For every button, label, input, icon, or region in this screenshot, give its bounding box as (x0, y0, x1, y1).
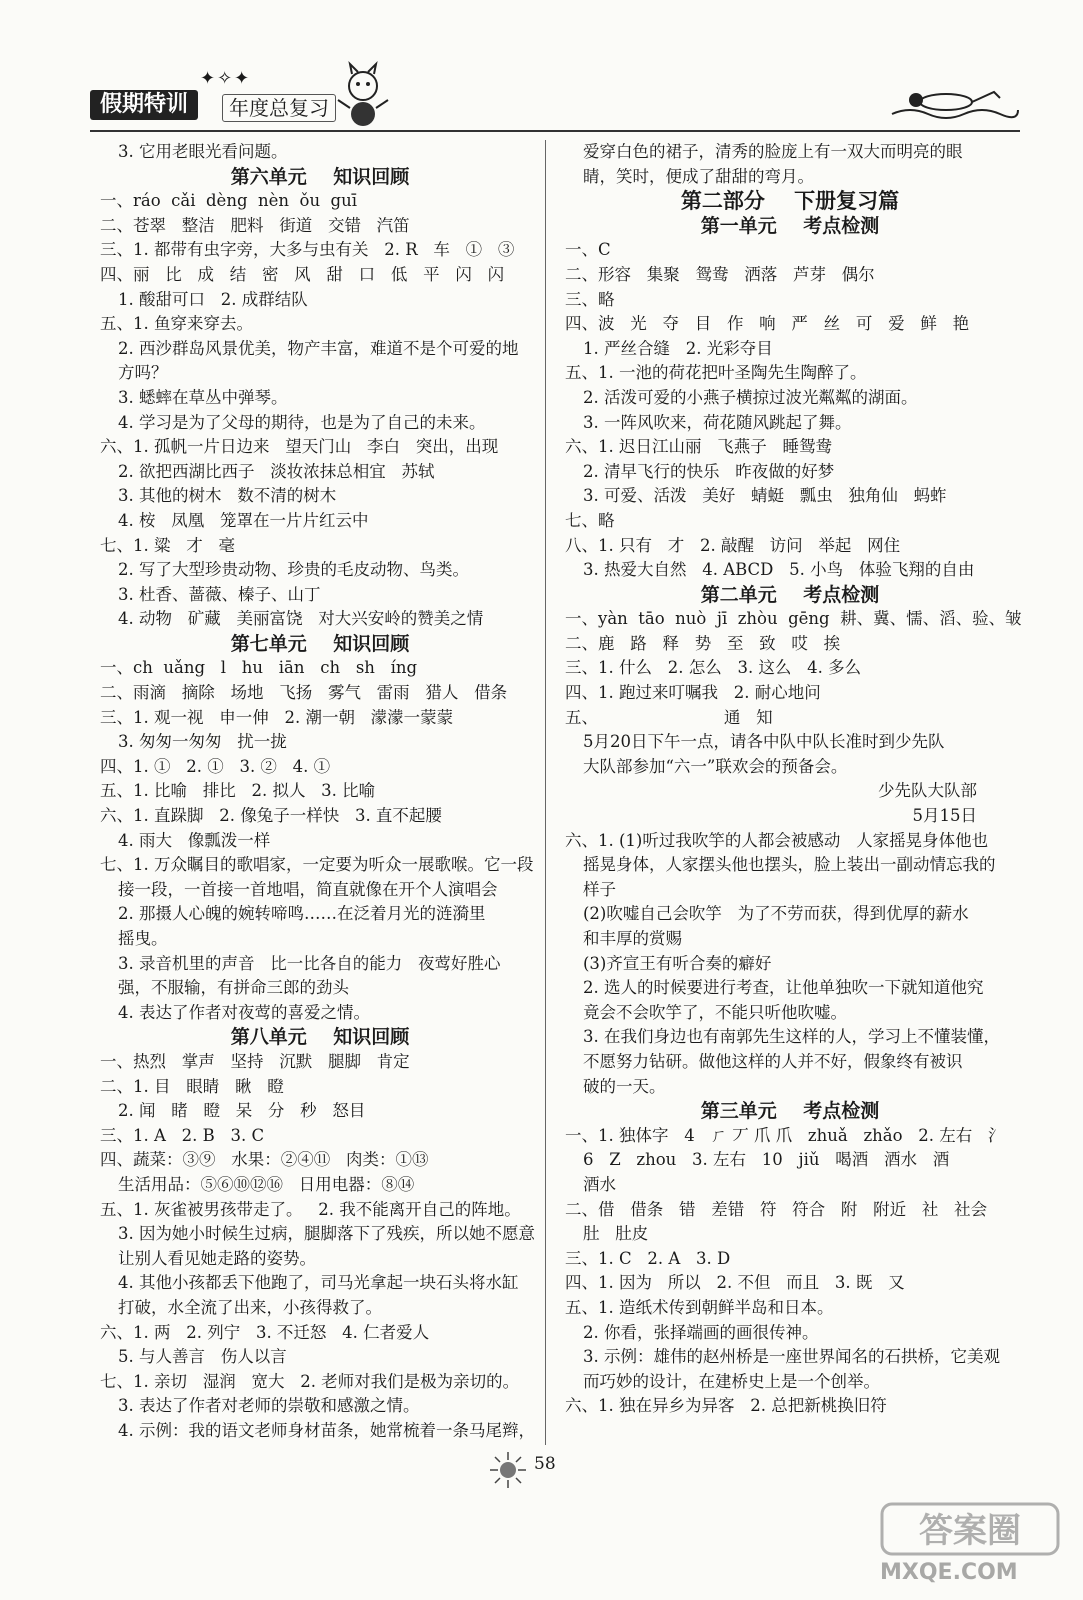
right-answer-line: 二、鹿 路 释 势 至 致 哎 挨 (565, 633, 841, 653)
section-heading: 第六单元 知识回顾 (230, 165, 410, 188)
right-column (565, 140, 1022, 1419)
right-answer-line: 2. 清早飞行的快乐 昨夜做的好梦 (583, 461, 835, 481)
left-answer-line: 4. 学习是为了父母的期待，也是为了自己的未来。 (118, 412, 486, 432)
left-answer-line: 4. 表达了作者对夜莺的喜爱之情。 (118, 1002, 370, 1022)
header-rule (90, 130, 1020, 132)
left-answer-line: 一、ch uǎng l hu iān ch sh íng (100, 658, 418, 678)
right-answer-line: 五、1. 造纸术传到朝鲜半岛和日本。 (565, 1297, 834, 1317)
section-heading: 第八单元 知识回顾 (230, 1026, 410, 1049)
right-answer-line: 一、1. 独体字 4 ㄏ 丆 爪 爪 zhuǎ zhǎo 2. 左右 氵 (565, 1125, 1005, 1145)
left-answer-line: 方吗？ (118, 363, 168, 383)
right-answer-line: 3. 一阵风吹来，荷花随风跳起了舞。 (583, 412, 852, 432)
right-answer-line: 三、1. C 2. A 3. D (565, 1248, 731, 1268)
left-answer-line: 5. 与人善言 伤人以言 (118, 1347, 287, 1367)
section-heading: 第七单元 知识回顾 (230, 632, 410, 655)
right-answer-line: 六、1. (1)听过我吹竽的人都会被感动 人家摇晃身体他也 (565, 830, 989, 850)
right-answer-line: 五、 通 知 (565, 707, 773, 727)
right-answer-line: 5月20日下午一点，请各中队中队长准时到少先队 (583, 732, 945, 752)
right-answer-line: 八、1. 只有 才 2. 敲醒 访问 举起 网住 (565, 535, 901, 555)
star-decoration-icon: ✦✧✦ (200, 68, 252, 89)
cat-mascot-icon (328, 60, 398, 130)
right-answer-line: 1. 严丝合缝 2. 光彩夺目 (583, 338, 773, 358)
left-answer-line: 六、1. 两 2. 列宁 3. 不迁怒 4. 仁者爱人 (100, 1322, 430, 1342)
right-answer-line: 三、1. 什么 2. 怎么 3. 这么 4. 多么 (565, 658, 862, 678)
left-answer-line: 生活用品：⑤⑥⑩⑫⑯ 日用电器：⑧⑭ (118, 1174, 415, 1194)
right-answer-line: 二、借 借条 错 差错 符 符合 附 附近 社 社会 (565, 1199, 988, 1219)
right-answer-line: 大队部参加“六一”联欢会的预备会。 (583, 756, 848, 776)
swimmer-icon (890, 84, 1020, 124)
section-heading: 第一单元 考点检测 (700, 214, 880, 237)
section-heading: 第二部分 下册复习篇 (680, 189, 900, 214)
left-answer-line: 二、雨滴 摘除 场地 飞扬 雾气 雷雨 猎人 借条 (100, 683, 508, 703)
right-answer-line: 五、1. 一池的荷花把叶圣陶先生陶醉了。 (565, 363, 867, 383)
right-answer-line: 一、yàn tāo nuò jī zhòu gēng 耕、冀、懦、滔、验、皱 (565, 609, 1022, 629)
left-answer-line: 七、1. 万众瞩目的歌唱家，一定要为听众一展歌喉。它一段 (100, 855, 534, 875)
watermark-logo-text: 答案圈 (919, 1511, 1021, 1551)
left-answer-line: 3. 表达了作者对老师的崇敬和感激之情。 (118, 1396, 420, 1416)
right-answer-line: 而巧妙的设计，在建桥史上是一个创举。 (583, 1371, 880, 1391)
right-answer-line: 二、形容 集聚 鸳鸯 洒落 芦芽 偶尔 (565, 264, 875, 284)
left-answer-line: 三、1. 都带有虫字旁，大多与虫有关 2. R 车 ① ③ (100, 240, 515, 260)
sunflower-icon (486, 1450, 530, 1490)
right-answer-line: 少先队大队部 (878, 781, 977, 801)
left-answer-line: 一、ráo cǎi dèng nèn ǒu guī (100, 191, 358, 211)
right-answer-line: 2. 你看，张择端画的画很传神。 (583, 1322, 819, 1342)
page-footer (486, 1450, 596, 1490)
page-header (90, 60, 1020, 132)
right-answer-line: 和丰厚的赏赐 (583, 929, 682, 948)
left-answer-line: 3. 其他的树木 数不清的树木 (118, 486, 337, 506)
left-answer-line: 1. 酸甜可口 2. 成群结队 (118, 289, 308, 309)
brand-subtitle: 年度总复习 (222, 94, 336, 122)
page-number: 58 (534, 1454, 556, 1474)
left-answer-line: 3. 因为她小时候生过病，腿脚落下了残疾，所以她不愿意 (118, 1224, 535, 1244)
left-answer-line: 二、苍翠 整洁 肥料 街道 交错 汽笛 (100, 215, 410, 235)
left-answer-line: 2. 闻 睹 瞪 呆 分 秒 怒目 (118, 1101, 366, 1121)
right-answer-line: 七、略 (565, 510, 615, 530)
left-answer-line: 二、1. 目 眼睛 瞅 瞪 (100, 1076, 284, 1096)
left-answer-line: 4. 桉 凤凰 笼罩在一片片红云中 (118, 510, 369, 530)
right-answer-line: 竟会不会吹竽了，不能只听他吹嘘。 (583, 1002, 847, 1022)
left-answer-line: 七、1. 亲切 湿润 宽大 2. 老师对我们是极为亲切的。 (100, 1371, 520, 1391)
left-answer-line: 一、热烈 掌声 坚持 沉默 腿脚 肯定 (100, 1051, 410, 1071)
left-answer-line: 五、1. 灰雀被男孩带走了。 2. 我不能离开自己的阵地。 (100, 1199, 521, 1219)
right-answer-line: 3. 热爱大自然 4. ABCD 5. 小鸟 体验飞翔的自由 (583, 560, 975, 580)
right-answer-line: 六、1. 迟日江山丽 飞燕子 睡鸳鸯 (565, 437, 832, 457)
right-answer-line: 六、1. 独在异乡为异客 2. 总把新桃换旧符 (565, 1396, 887, 1416)
right-answer-line: 破的一天。 (583, 1076, 666, 1096)
left-answer-line: 五、1. 比喻 排比 2. 拟人 3. 比喻 (100, 781, 376, 801)
right-answer-line: 3. 示例：雄伟的赵州桥是一座世界闻名的石拱桥，它美观 (583, 1347, 1000, 1367)
right-answer-line: 5月15日 (912, 806, 977, 826)
left-answer-line: 四、1. ① 2. ① 3. ② 4. ① (100, 756, 331, 776)
right-answer-line: 爱穿白色的裙子，清秀的脸庞上有一双大而明亮的眼 (583, 142, 963, 161)
left-answer-line: 4. 动物 矿藏 美丽富饶 对大兴安岭的赞美之情 (118, 609, 484, 629)
left-answer-line: 3. 它用老眼光看问题。 (118, 142, 288, 161)
left-answer-line: 摇曳。 (118, 929, 168, 948)
left-answer-line: 4. 其他小孩都丢下他跑了，司马光拿起一块石头将水缸 (118, 1273, 519, 1293)
right-answer-line: 3. 在我们身边也有南郭先生这样的人，学习上不懂装懂， (583, 1027, 1000, 1047)
right-answer-line: 睛，笑时，便成了甜甜的弯月。 (583, 166, 814, 186)
right-answer-line: 三、略 (565, 289, 615, 309)
right-answer-line: 摇晃身体，人家摆头他也摆头，脸上装出一副动情忘我的 (583, 855, 996, 875)
left-answer-line: 六、1. 孤帆一片日边来 望天门山 李白 突出，出现 (100, 437, 499, 457)
brand-title: 假期特训 (90, 90, 198, 120)
left-answer-line: 接一段，一首接一首地唱，简直就像在开个人演唱会 (118, 879, 498, 899)
section-heading: 第三单元 考点检测 (700, 1100, 880, 1123)
left-answer-line: 2. 那摄人心魄的婉转啼鸣……在泛着月光的涟漪里 (118, 904, 486, 924)
right-answer-line: 肚 肚皮 (583, 1224, 649, 1244)
left-answer-line: 2. 欲把西湖比西子 淡妆浓抹总相宜 苏轼 (118, 461, 435, 481)
right-answer-line: 2. 活泼可爱的小燕子横掠过波光粼粼的湖面。 (583, 387, 918, 407)
left-answer-line: 2. 写了大型珍贵动物、珍贵的毛皮动物、鸟类。 (118, 560, 469, 580)
left-answer-line: 四、丽 比 成 结 密 风 甜 口 低 平 闪 闪 (100, 264, 505, 284)
section-heading: 第二单元 考点检测 (700, 583, 880, 606)
column-divider (545, 140, 546, 1445)
left-answer-line: 3. 杜香、蔷薇、榛子、山丁 (118, 584, 321, 604)
left-answer-line: 4. 示例：我的语文老师身材苗条，她常梳着一条马尾辫， (118, 1420, 535, 1440)
watermark-logo-icon (880, 1500, 1060, 1558)
site-watermark (880, 1500, 1070, 1595)
right-answer-line: 酒水 (583, 1174, 616, 1194)
watermark-text: MXQE.COM (880, 1560, 1018, 1585)
right-answer-line: 不愿努力钻研。做他这样的人并不好，假象终有被识 (583, 1051, 963, 1071)
left-answer-line: 五、1. 鱼穿来穿去。 (100, 314, 253, 334)
right-answer-line: 四、1. 因为 所以 2. 不但 而且 3. 既 又 (565, 1273, 905, 1293)
left-answer-line: 七、1. 粱 才 毫 (100, 535, 235, 555)
left-answer-line: 3. 录音机里的声音 比一比各自的能力 夜莺好胜心 (118, 953, 501, 973)
left-answer-line: 3. 蟋蟀在草丛中弹琴。 (118, 387, 288, 407)
left-answer-line: 4. 雨大 像瓢泼一样 (118, 830, 271, 850)
left-answer-line: 强，不服输，有拼命三郎的劲头 (118, 978, 349, 998)
right-answer-line: (3)齐宣王有听合奏的癖好 (583, 953, 772, 973)
left-answer-line: 打破，水全流了出来，小孩得救了。 (118, 1297, 382, 1317)
left-answer-line: 2. 西沙群岛风景优美，物产丰富，难道不是个可爱的地 (118, 338, 519, 358)
left-answer-line: 六、1. 直跺脚 2. 像兔子一样快 3. 直不起腰 (100, 806, 442, 826)
right-answer-line: (2)吹嘘自己会吹竽 为了不劳而获，得到优厚的薪水 (583, 904, 969, 924)
right-answer-line: 样子 (583, 879, 616, 899)
left-answer-line: 四、蔬菜：③⑨ 水果：②④⑪ 肉类：①⑬ (100, 1150, 429, 1170)
left-answer-line: 三、1. 观一视 申一伸 2. 潮一朝 濛濛一蒙蒙 (100, 707, 454, 727)
left-answer-line: 3. 匆匆一匆匆 扰一拢 (118, 732, 287, 752)
right-answer-line: 四、1. 跑过来叮嘱我 2. 耐心地问 (565, 683, 821, 703)
right-answer-line: 3. 可爱、活泼 美好 蜻蜓 瓢虫 独角仙 蚂蚱 (583, 486, 947, 506)
right-answer-line: 6 Z zhou 3. 左右 10 jiǔ 喝酒 酒水 酒 (583, 1150, 950, 1170)
right-answer-line: 2. 选人的时候要进行考查，让他单独吹一下就知道他究 (583, 978, 984, 998)
right-answer-line: 四、波 光 夺 目 作 响 严 丝 可 爱 鲜 艳 (565, 314, 970, 334)
left-column (100, 140, 540, 1443)
right-answer-line: 一、C (565, 240, 611, 260)
left-answer-line: 让别人看见她走路的姿势。 (118, 1248, 316, 1268)
left-answer-line: 三、1. A 2. B 3. C (100, 1125, 265, 1145)
